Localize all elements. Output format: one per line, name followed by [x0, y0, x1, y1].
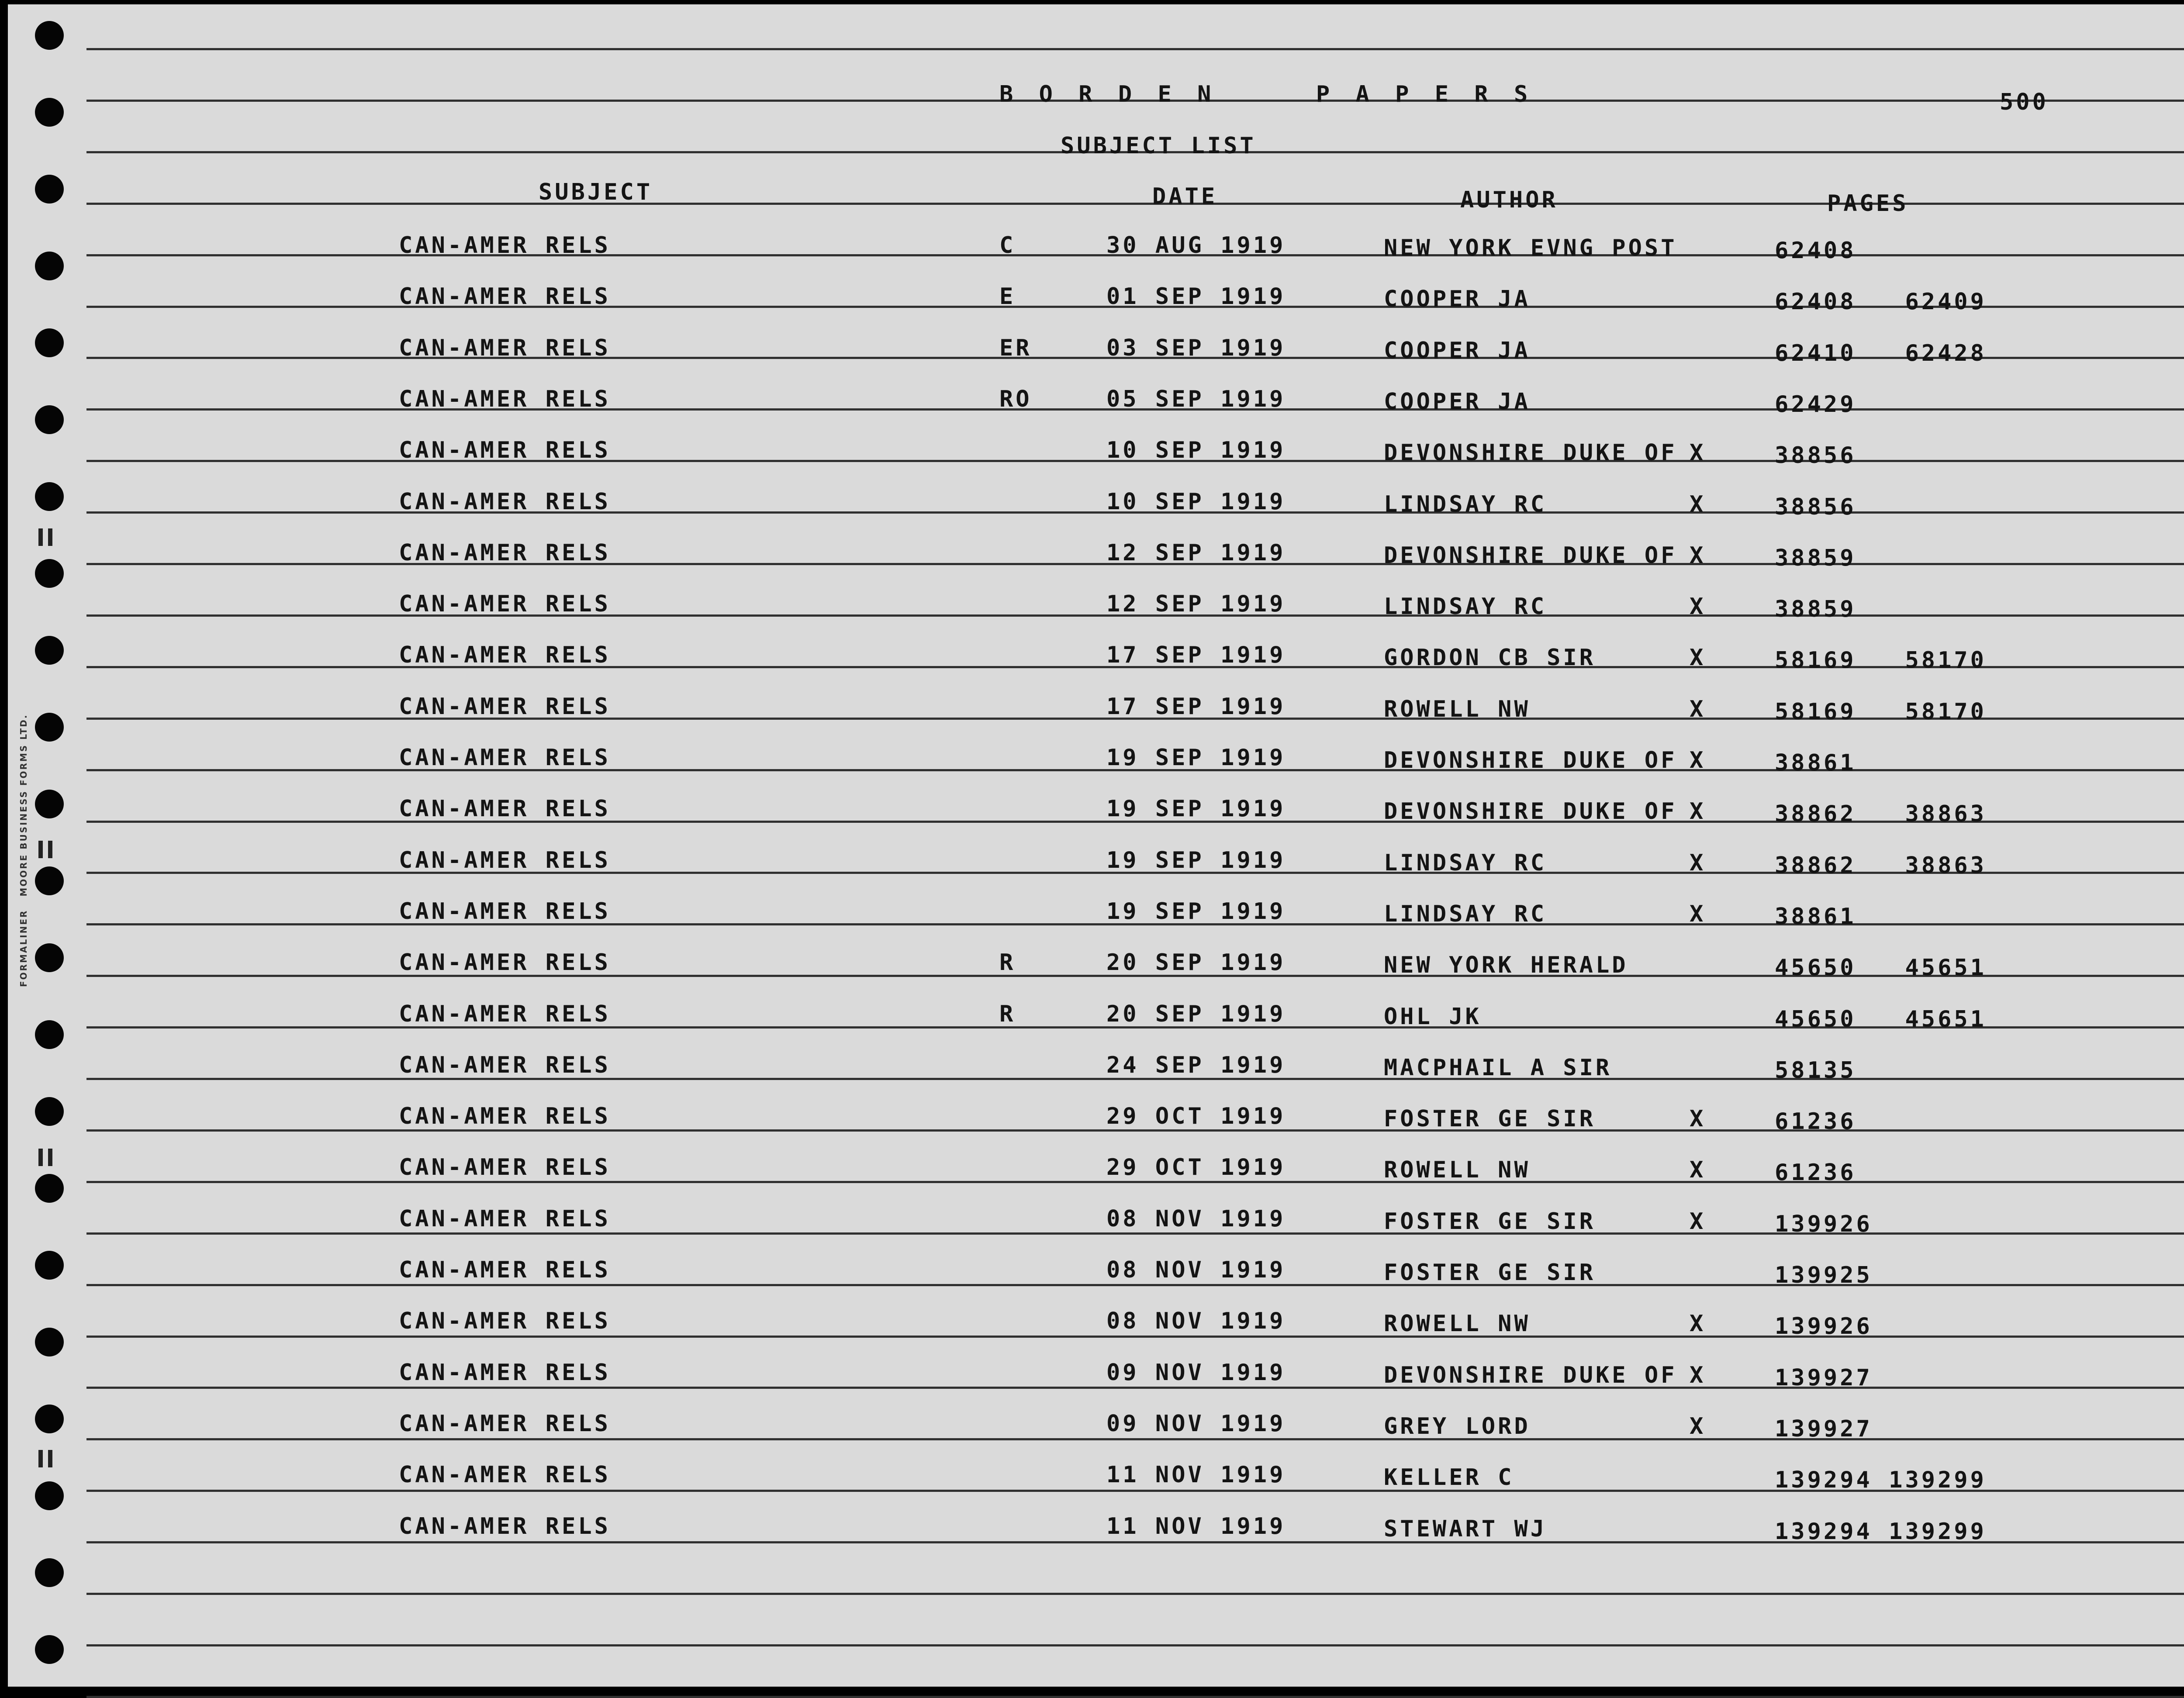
code-cell: C — [999, 232, 1016, 259]
perforation-mark — [48, 1149, 52, 1166]
perforation-mark — [38, 1149, 43, 1166]
pages-cell: 139927 — [1775, 1364, 1873, 1391]
author-cell: ROWELL NW — [1384, 696, 1531, 722]
flag-cell: X — [1690, 1106, 1706, 1132]
author-cell: NEW YORK EVNG POST — [1384, 235, 1677, 261]
pages-cell: 38861 — [1775, 903, 1856, 930]
author-cell: ROWELL NW — [1384, 1311, 1531, 1337]
subject-cell: CAN-AMER RELS — [399, 1359, 611, 1386]
subject-cell: CAN-AMER RELS — [399, 386, 611, 412]
flag-cell: X — [1690, 1413, 1706, 1439]
left-feed-hole — [35, 252, 64, 280]
column-header-subject: SUBJECT — [539, 179, 653, 205]
pages-cell: 58169 58170 — [1775, 698, 1987, 725]
date-cell: 10 SEP 1919 — [1106, 437, 1286, 464]
pages-cell: 58169 58170 — [1775, 647, 1987, 674]
left-feed-hole — [35, 1020, 64, 1049]
date-cell: 10 SEP 1919 — [1106, 488, 1286, 515]
subject-cell: CAN-AMER RELS — [399, 898, 611, 925]
author-cell: ROWELL NW — [1384, 1157, 1531, 1184]
left-feed-hole — [35, 1481, 64, 1510]
perforation-mark — [48, 528, 52, 546]
author-cell: GORDON CB SIR — [1384, 645, 1596, 671]
left-feed-hole — [35, 1558, 64, 1587]
date-cell: 12 SEP 1919 — [1106, 591, 1286, 618]
author-cell: COOPER JA — [1384, 388, 1531, 415]
pages-cell: 45650 45651 — [1775, 1006, 1987, 1032]
left-feed-hole — [35, 1097, 64, 1126]
column-header-author: AUTHOR — [1460, 187, 1558, 213]
left-feed-hole — [35, 790, 64, 818]
author-cell: FOSTER GE SIR — [1384, 1208, 1596, 1235]
subject-list-heading: SUBJECT LIST — [1061, 133, 1256, 159]
author-cell: GREY LORD — [1384, 1413, 1531, 1439]
author-cell: KELLER C — [1384, 1464, 1514, 1491]
author-cell: MACPHAIL A SIR — [1384, 1054, 1612, 1081]
author-cell: LINDSAY RC — [1384, 849, 1547, 876]
subject-cell: CAN-AMER RELS — [399, 847, 611, 873]
left-feed-hole — [35, 1405, 64, 1433]
left-feed-hole — [35, 405, 64, 434]
author-cell: DEVONSHIRE DUKE OF — [1384, 542, 1677, 569]
page-number: 500 — [2000, 89, 2049, 115]
date-cell: 19 SEP 1919 — [1106, 745, 1286, 771]
left-feed-hole — [35, 1635, 64, 1664]
left-feed-hole — [35, 175, 64, 204]
date-cell: 20 SEP 1919 — [1106, 1001, 1286, 1027]
pages-cell: 139927 — [1775, 1415, 1873, 1442]
date-cell: 01 SEP 1919 — [1106, 283, 1286, 310]
flag-cell: X — [1690, 901, 1706, 927]
pages-cell: 38856 — [1775, 494, 1856, 520]
subject-cell: CAN-AMER RELS — [399, 1154, 611, 1181]
date-cell: 12 SEP 1919 — [1106, 539, 1286, 566]
subject-cell: CAN-AMER RELS — [399, 949, 611, 976]
date-cell: 19 SEP 1919 — [1106, 898, 1286, 925]
pages-cell: 38862 38863 — [1775, 852, 1987, 879]
subject-cell: CAN-AMER RELS — [399, 1205, 611, 1232]
subject-cell: CAN-AMER RELS — [399, 796, 611, 822]
author-cell: COOPER JA — [1384, 286, 1531, 313]
left-feed-hole — [35, 98, 64, 127]
pages-cell: 38859 — [1775, 596, 1856, 623]
flag-cell: X — [1690, 1362, 1706, 1388]
flag-cell: X — [1690, 1208, 1706, 1235]
subject-cell: CAN-AMER RELS — [399, 488, 611, 515]
subject-cell: CAN-AMER RELS — [399, 539, 611, 566]
pages-cell: 61236 — [1775, 1108, 1856, 1135]
flag-cell: X — [1690, 696, 1706, 722]
code-cell: ER — [999, 335, 1032, 361]
flag-cell: X — [1690, 1157, 1706, 1184]
date-cell: 08 NOV 1919 — [1106, 1205, 1286, 1232]
date-cell: 20 SEP 1919 — [1106, 949, 1286, 976]
pages-cell: 62410 62428 — [1775, 340, 1987, 366]
code-cell: R — [999, 949, 1016, 976]
left-feed-hole — [35, 713, 64, 742]
author-cell: DEVONSHIRE DUKE OF — [1384, 440, 1677, 466]
printout-sheet — [8, 4, 2184, 1687]
flag-cell: X — [1690, 645, 1706, 671]
date-cell: 29 OCT 1919 — [1106, 1154, 1286, 1181]
perforation-mark — [38, 841, 43, 858]
column-header-pages: PAGES — [1827, 190, 1909, 217]
author-cell: LINDSAY RC — [1384, 901, 1547, 927]
flag-cell: X — [1690, 1311, 1706, 1337]
author-cell: FOSTER GE SIR — [1384, 1106, 1596, 1132]
form-imprint: FORMALINER MOORE BUSINESS FORMS LTD. — [18, 714, 29, 987]
perforation-mark — [48, 1450, 52, 1467]
code-cell: R — [999, 1001, 1016, 1027]
subject-cell: CAN-AMER RELS — [399, 591, 611, 618]
ruled-line — [86, 1593, 2184, 1595]
author-cell: OHL JK — [1384, 1003, 1482, 1030]
date-cell: 29 OCT 1919 — [1106, 1103, 1286, 1130]
pages-cell: 62408 — [1775, 238, 1856, 264]
left-feed-hole — [35, 1251, 64, 1280]
subject-cell: CAN-AMER RELS — [399, 437, 611, 464]
date-cell: 19 SEP 1919 — [1106, 796, 1286, 822]
date-cell: 30 AUG 1919 — [1106, 232, 1286, 259]
subject-cell: CAN-AMER RELS — [399, 642, 611, 669]
subject-cell: CAN-AMER RELS — [399, 1052, 611, 1078]
left-feed-hole — [35, 559, 64, 588]
author-cell: DEVONSHIRE DUKE OF — [1384, 747, 1677, 773]
author-cell: LINDSAY RC — [1384, 594, 1547, 620]
pages-cell: 139294 139299 — [1775, 1467, 1987, 1494]
perforation-mark — [38, 1450, 43, 1467]
date-cell: 03 SEP 1919 — [1106, 335, 1286, 361]
author-cell: DEVONSHIRE DUKE OF — [1384, 798, 1677, 825]
ruled-line — [86, 1696, 2184, 1698]
code-cell: E — [999, 283, 1016, 310]
perforation-mark — [38, 528, 43, 546]
author-cell: DEVONSHIRE DUKE OF — [1384, 1362, 1677, 1388]
date-cell: 09 NOV 1919 — [1106, 1410, 1286, 1437]
subject-cell: CAN-AMER RELS — [399, 1513, 611, 1539]
pages-cell: 45650 45651 — [1775, 955, 1987, 981]
column-header-date: DATE — [1152, 183, 1218, 210]
subject-cell: CAN-AMER RELS — [399, 745, 611, 771]
date-cell: 17 SEP 1919 — [1106, 693, 1286, 720]
left-feed-hole — [35, 482, 64, 511]
subject-cell: CAN-AMER RELS — [399, 232, 611, 259]
left-feed-hole — [35, 943, 64, 972]
pages-cell: 61236 — [1775, 1160, 1856, 1186]
pages-cell: 58135 — [1775, 1057, 1856, 1084]
left-feed-hole — [35, 21, 64, 50]
flag-cell: X — [1690, 849, 1706, 876]
ruled-line — [86, 1181, 2184, 1183]
date-cell: 11 NOV 1919 — [1106, 1462, 1286, 1488]
flag-cell: X — [1690, 747, 1706, 773]
subject-cell: CAN-AMER RELS — [399, 335, 611, 361]
date-cell: 09 NOV 1919 — [1106, 1359, 1286, 1386]
date-cell: 08 NOV 1919 — [1106, 1308, 1286, 1335]
pages-cell: 139926 — [1775, 1313, 1873, 1340]
ruled-line — [86, 1644, 2184, 1646]
document-title: B O R D E N P A P E R S — [999, 81, 1534, 107]
author-cell: STEWART WJ — [1384, 1515, 1547, 1542]
subject-cell: CAN-AMER RELS — [399, 1410, 611, 1437]
pages-cell: 139294 139299 — [1775, 1518, 1987, 1545]
subject-cell: CAN-AMER RELS — [399, 1103, 611, 1130]
subject-cell: CAN-AMER RELS — [399, 1257, 611, 1283]
subject-cell: CAN-AMER RELS — [399, 1308, 611, 1335]
ruled-line — [86, 1129, 2184, 1132]
date-cell: 11 NOV 1919 — [1106, 1513, 1286, 1539]
left-feed-hole — [35, 636, 64, 665]
left-feed-hole — [35, 1174, 64, 1203]
pages-cell: 38859 — [1775, 545, 1856, 571]
date-cell: 19 SEP 1919 — [1106, 847, 1286, 873]
subject-cell: CAN-AMER RELS — [399, 1001, 611, 1027]
date-cell: 05 SEP 1919 — [1106, 386, 1286, 412]
pages-cell: 38856 — [1775, 442, 1856, 469]
left-feed-hole — [35, 328, 64, 357]
subject-cell: CAN-AMER RELS — [399, 283, 611, 310]
flag-cell: X — [1690, 491, 1706, 518]
author-cell: COOPER JA — [1384, 337, 1531, 364]
left-feed-hole — [35, 1328, 64, 1356]
subject-cell: CAN-AMER RELS — [399, 1462, 611, 1488]
author-cell: FOSTER GE SIR — [1384, 1260, 1596, 1286]
perforation-mark — [48, 841, 52, 858]
author-cell: NEW YORK HERALD — [1384, 952, 1628, 979]
subject-cell: CAN-AMER RELS — [399, 693, 611, 720]
pages-cell: 38861 — [1775, 750, 1856, 776]
pages-cell: 139925 — [1775, 1262, 1873, 1288]
date-cell: 24 SEP 1919 — [1106, 1052, 1286, 1078]
author-cell: LINDSAY RC — [1384, 491, 1547, 518]
pages-cell: 62429 — [1775, 391, 1856, 418]
date-cell: 08 NOV 1919 — [1106, 1257, 1286, 1283]
flag-cell: X — [1690, 594, 1706, 620]
left-feed-hole — [35, 866, 64, 895]
ruled-line — [86, 48, 2184, 50]
flag-cell: X — [1690, 798, 1706, 825]
date-cell: 17 SEP 1919 — [1106, 642, 1286, 669]
pages-cell: 139926 — [1775, 1211, 1873, 1237]
flag-cell: X — [1690, 542, 1706, 569]
flag-cell: X — [1690, 440, 1706, 466]
code-cell: RO — [999, 386, 1032, 412]
pages-cell: 38862 38863 — [1775, 801, 1987, 828]
pages-cell: 62408 62409 — [1775, 289, 1987, 315]
